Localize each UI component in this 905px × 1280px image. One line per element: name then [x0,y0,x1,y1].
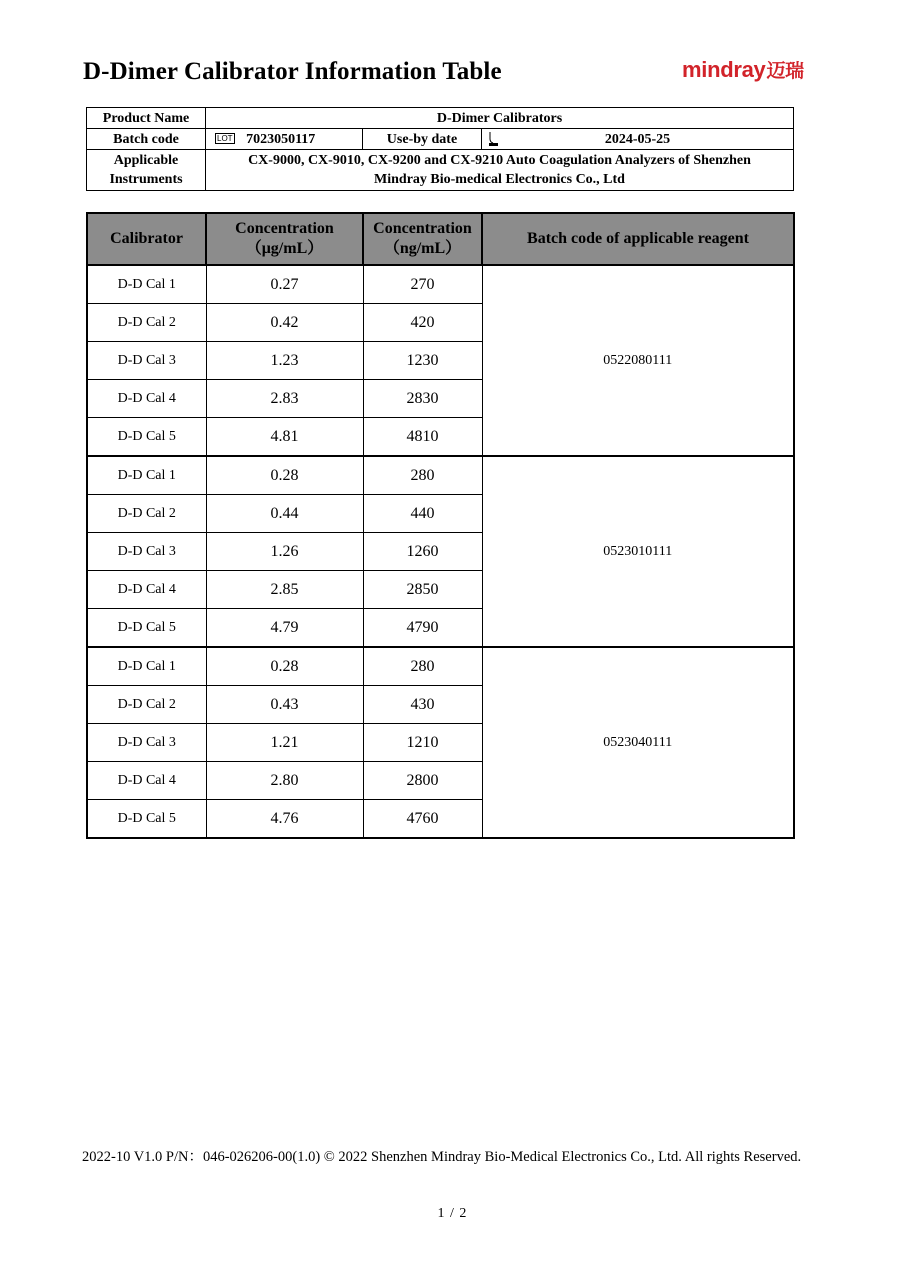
conc-ug-cell: 1.21 [206,724,363,762]
table-header-row [87,213,794,265]
page-title: D-Dimer Calibrator Information Table [83,58,502,85]
logo-text: mindray [682,57,766,82]
conc-ng-cell: 4810 [363,418,482,457]
calibrator-cell: D-D Cal 2 [87,686,206,724]
instruments-line1: CX-9000, CX-9010, CX-9200 and CX-9210 Auto Coagulation Analyzers of Shenzhen [248,153,751,168]
conc-ng-cell: 430 [363,686,482,724]
conc-ng-cell: 280 [363,456,482,495]
conc-ng-cell: 270 [363,265,482,304]
conc-ug-cell: 0.28 [206,647,363,686]
instruments-row [87,150,794,191]
calibrator-cell: D-D Cal 1 [87,265,206,304]
conc-ng-cell: 420 [363,304,482,342]
calibrator-table [86,212,795,839]
conc-ug-cell: 4.79 [206,609,363,648]
product-info-table [86,107,794,191]
calibrator-cell: D-D Cal 4 [87,571,206,609]
reagent-batch-cell: 0523040111 [482,647,794,838]
calibrator-cell: D-D Cal 3 [87,724,206,762]
use-by-label: Use-by date [363,129,482,150]
instruments-label-line2: Instruments [109,172,183,187]
calibrator-cell: D-D Cal 2 [87,495,206,533]
batch-code-row [87,129,794,150]
conc-ug-cell: 4.76 [206,800,363,839]
conc-ng-cell: 2830 [363,380,482,418]
header-conc-ng [363,213,482,265]
conc-ng-cell: 2850 [363,571,482,609]
conc-ug-cell: 1.23 [206,342,363,380]
calibrator-cell: D-D Cal 3 [87,342,206,380]
calibrator-cell: D-D Cal 4 [87,380,206,418]
table-row [87,265,794,304]
page-number: 1 / 2 [437,1206,468,1221]
conc-ug-cell: 2.83 [206,380,363,418]
use-by-value: 2024-05-25 [604,131,671,147]
reagent-batch-cell: 0523010111 [482,456,794,647]
use-by-cell [482,129,794,150]
batch-code-label: Batch code [87,129,206,150]
calibrator-cell: D-D Cal 1 [87,456,206,495]
calibrator-cell: D-D Cal 2 [87,304,206,342]
conc-ng-cell: 440 [363,495,482,533]
product-name-row [87,108,794,129]
reagent-batch-cell: 0522080111 [482,265,794,456]
product-name-label: Product Name [87,108,206,129]
logo-cn-text: 迈瑞 [766,61,804,82]
header-conc-ug [206,213,363,265]
conc-ug-cell: 0.28 [206,456,363,495]
mindray-logo [682,56,804,83]
conc-ug-cell: 0.27 [206,265,363,304]
instruments-label-line1: Applicable [113,153,179,168]
table-row [87,456,794,495]
instruments-label [87,150,206,191]
lot-icon: LOT [217,133,233,143]
conc-ng-cell: 1230 [363,342,482,380]
conc-ug-cell: 1.26 [206,533,363,571]
conc-ug-cell: 4.81 [206,418,363,457]
header-batch: Batch code of applicable reagent [482,213,794,265]
batch-code-cell [206,129,363,150]
conc-ng-cell: 4790 [363,609,482,648]
conc-ug-cell: 2.85 [206,571,363,609]
calibrator-cell: D-D Cal 5 [87,609,206,648]
conc-ng-cell: 4760 [363,800,482,839]
header-conc-ug-unit: （μg/mL） [245,240,324,257]
conc-ug-cell: 0.44 [206,495,363,533]
calibrator-cell: D-D Cal 3 [87,533,206,571]
calibrator-cell: D-D Cal 1 [87,647,206,686]
instruments-line2: Mindray Bio-medical Electronics Co., Ltd [374,172,625,187]
conc-ng-cell: 1210 [363,724,482,762]
footer-copyright: 2022-10 V1.0 P/N：046-026206-00(1.0) © 2022 Shenzhen Mindray Bio-Medical Electronics Co., Ltd. All rights Reserved. [82,1149,802,1165]
instruments-value [206,150,794,191]
header-calibrator: Calibrator [87,213,206,265]
header-conc-ug-label: Concentration [235,220,334,237]
conc-ug-cell: 0.42 [206,304,363,342]
conc-ug-cell: 2.80 [206,762,363,800]
product-name-value: D-Dimer Calibrators [206,108,794,129]
table-row [87,647,794,686]
calibrator-cell: D-D Cal 5 [87,800,206,839]
conc-ug-cell: 0.43 [206,686,363,724]
conc-ng-cell: 2800 [363,762,482,800]
header-conc-ng-unit: （ng/mL） [383,240,462,257]
batch-code-value: 7023050117 [246,131,316,147]
header-conc-ng-label: Concentration [373,220,472,237]
calibrator-cell: D-D Cal 4 [87,762,206,800]
conc-ng-cell: 1260 [363,533,482,571]
hourglass-icon [488,131,499,153]
conc-ng-cell: 280 [363,647,482,686]
calibrator-cell: D-D Cal 5 [87,418,206,457]
